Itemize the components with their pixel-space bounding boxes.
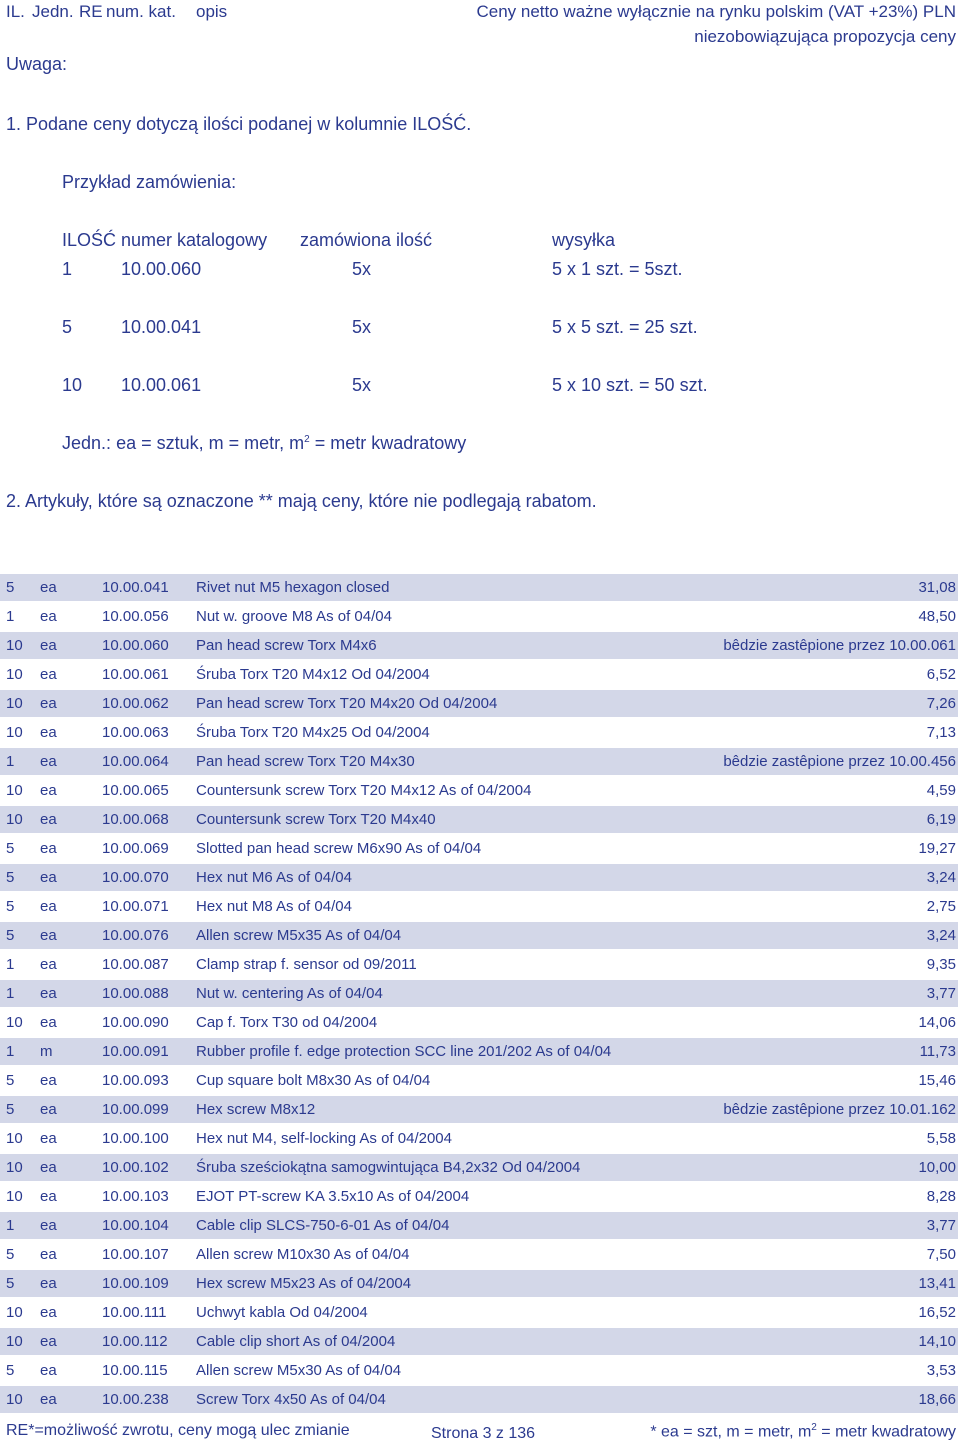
row-unit: ea [40, 666, 57, 683]
row-quantity: 10 [6, 1130, 23, 1147]
row-unit: ea [40, 1333, 57, 1350]
row-catalog-number: 10.00.070 [102, 869, 169, 886]
row-unit: ea [40, 1217, 57, 1234]
row-catalog-number: 10.00.091 [102, 1043, 169, 1060]
row-quantity: 5 [6, 1246, 15, 1263]
row-unit: ea [40, 579, 57, 596]
row-description: Pan head screw Torx M4x6 [196, 637, 377, 654]
row-description: Nut w. centering As of 04/04 [196, 985, 383, 1002]
row-price: 8,28 [926, 1188, 956, 1205]
example-row-qty: 1 [62, 259, 73, 279]
row-catalog-number: 10.00.090 [102, 1014, 169, 1031]
table-row [0, 806, 958, 833]
example-header-qty: ILOŚĆ [62, 230, 117, 250]
row-description: Hex nut M8 As of 04/04 [196, 898, 352, 915]
row-quantity: 5 [6, 898, 15, 915]
row-catalog-number: 10.00.063 [102, 724, 169, 741]
row-description: Cable clip SLCS-750-6-01 As of 04/04 [196, 1217, 450, 1234]
row-quantity: 10 [6, 1159, 23, 1176]
row-catalog-number: 10.00.041 [102, 579, 169, 596]
row-price: 2,75 [926, 898, 956, 915]
row-catalog-number: 10.00.088 [102, 985, 169, 1002]
table-row [0, 1096, 958, 1123]
row-price: 16,52 [918, 1304, 956, 1321]
row-price: 15,46 [918, 1072, 956, 1089]
row-catalog-number: 10.00.061 [102, 666, 169, 683]
table-row [0, 574, 958, 601]
row-unit: ea [40, 608, 57, 625]
row-price: 3,24 [926, 927, 956, 944]
row-description: Hex nut M4, self-locking As of 04/2004 [196, 1130, 452, 1147]
row-unit: ea [40, 811, 57, 828]
row-description: Allen screw M5x30 As of 04/04 [196, 1362, 402, 1379]
row-description: Countersunk screw Torx T20 M4x40 [196, 811, 436, 828]
example-row-qty: 10 [62, 375, 83, 395]
row-quantity: 10 [6, 666, 23, 683]
header-catalog-number: num. kat. [106, 2, 176, 21]
footer-units-legend [650, 1422, 956, 1441]
row-price: 13,41 [918, 1275, 956, 1292]
row-price: 3,77 [926, 985, 956, 1002]
row-catalog-number: 10.00.111 [102, 1304, 167, 1321]
table-row [0, 1183, 958, 1210]
row-quantity: 5 [6, 1101, 15, 1118]
row-quantity: 10 [6, 724, 23, 741]
row-unit: ea [40, 1014, 57, 1031]
row-price: 9,35 [926, 956, 956, 973]
row-price: 11,73 [919, 1043, 956, 1060]
header-re: RE [79, 2, 103, 21]
footer-left-note: RE*=możliwość zwrotu, ceny mogą ulec zmianie [6, 1422, 350, 1439]
example-row-catalog: 10.00.041 [121, 317, 202, 337]
row-catalog-number: 10.00.087 [102, 956, 169, 973]
row-catalog-number: 10.00.093 [102, 1072, 169, 1089]
row-unit: ea [40, 1275, 57, 1292]
row-catalog-number: 10.00.112 [102, 1333, 168, 1350]
row-description: Countersunk screw Torx T20 M4x12 As of 04/2004 [196, 782, 532, 799]
row-price: 7,26 [926, 695, 956, 712]
row-catalog-number: 10.00.099 [102, 1101, 169, 1118]
row-unit: ea [40, 1391, 57, 1408]
row-description: Slotted pan head screw M6x90 As of 04/04 [196, 840, 482, 857]
row-price: 14,10 [918, 1333, 956, 1350]
table-row [0, 1386, 958, 1413]
table-row [0, 603, 958, 630]
example-row-ordered: 5x [352, 375, 372, 395]
row-price: bêdzie zastêpione przez 10.01.162 [723, 1101, 956, 1118]
row-catalog-number: 10.00.238 [102, 1391, 169, 1408]
example-row-qty: 5 [62, 317, 73, 337]
row-unit: ea [40, 1101, 57, 1118]
row-unit: ea [40, 898, 57, 915]
row-description: Śruba Torx T20 M4x12 Od 04/2004 [196, 666, 430, 683]
example-row-catalog: 10.00.061 [121, 375, 202, 395]
table-row [0, 864, 958, 891]
table-row [0, 1241, 958, 1268]
table-row [0, 661, 958, 688]
row-price: 3,53 [926, 1362, 956, 1379]
row-description: Clamp strap f. sensor od 09/2011 [196, 956, 417, 973]
row-catalog-number: 10.00.100 [102, 1130, 169, 1147]
row-price: 10,00 [918, 1159, 956, 1176]
example-row-catalog: 10.00.060 [121, 259, 202, 279]
units-legend-label: Jedn.: [62, 433, 112, 453]
table-row [0, 922, 958, 949]
note-point-2: 2. Artykuły, które są oznaczone ** mają ceny, które nie podlegają rabatom. [6, 491, 597, 511]
table-row [0, 1299, 958, 1326]
row-catalog-number: 10.00.104 [102, 1217, 169, 1234]
table-row [0, 980, 958, 1007]
row-quantity: 5 [6, 579, 15, 596]
row-price: 14,06 [918, 1014, 956, 1031]
row-description: Allen screw M5x35 As of 04/04 [196, 927, 402, 944]
table-row [0, 1125, 958, 1152]
row-quantity: 10 [6, 637, 23, 654]
row-description: Nut w. groove M8 As of 04/04 [196, 608, 392, 625]
units-legend-text: ea = sztuk, m = metr, m [116, 433, 305, 453]
row-unit: ea [40, 985, 57, 1002]
table-row [0, 690, 958, 717]
row-catalog-number: 10.00.107 [102, 1246, 169, 1263]
row-description: Rivet nut M5 hexagon closed [196, 579, 390, 596]
row-price: 4,59 [926, 782, 956, 799]
header-il: IL. [6, 2, 25, 21]
row-catalog-number: 10.00.069 [102, 840, 169, 857]
table-row [0, 893, 958, 920]
row-quantity: 10 [6, 1304, 23, 1321]
row-unit: ea [40, 1246, 57, 1263]
row-catalog-number: 10.00.076 [102, 927, 169, 944]
row-price: bêdzie zastêpione przez 10.00.061 [723, 637, 956, 654]
row-price: 31,08 [918, 579, 956, 596]
example-header-catalog: numer katalogowy [121, 230, 268, 250]
row-price: 7,13 [926, 724, 956, 741]
example-row-ordered: 5x [352, 317, 372, 337]
row-catalog-number: 10.00.102 [102, 1159, 169, 1176]
example-row-shipping: 5 x 1 szt. = 5szt. [552, 259, 683, 279]
footer-units-text: * ea = szt, m = metr, m [650, 1423, 812, 1441]
table-row [0, 1328, 958, 1355]
row-unit: m [40, 1043, 53, 1060]
row-unit: ea [40, 1188, 57, 1205]
row-unit: ea [40, 1159, 57, 1176]
row-description: Hex screw M5x23 As of 04/2004 [196, 1275, 412, 1292]
table-row [0, 1357, 958, 1384]
table-row [0, 1067, 958, 1094]
table-row [0, 1038, 958, 1065]
row-price: 48,50 [918, 608, 956, 625]
row-unit: ea [40, 753, 57, 770]
row-unit: ea [40, 1362, 57, 1379]
example-row-shipping: 5 x 5 szt. = 25 szt. [552, 317, 698, 337]
row-price: bêdzie zastêpione przez 10.00.456 [723, 753, 956, 770]
example-row-ordered: 5x [352, 259, 372, 279]
row-catalog-number: 10.00.103 [102, 1188, 169, 1205]
example-header-shipping: wysyłka [552, 230, 616, 250]
row-quantity: 10 [6, 695, 23, 712]
row-description: Cap f. Torx T30 od 04/2004 [196, 1014, 378, 1031]
row-unit: ea [40, 1072, 57, 1089]
table-row [0, 1154, 958, 1181]
row-catalog-number: 10.00.060 [102, 637, 169, 654]
header-description: opis [196, 2, 228, 21]
row-quantity: 5 [6, 840, 15, 857]
row-quantity: 10 [6, 1391, 23, 1408]
row-quantity: 5 [6, 1362, 15, 1379]
footer-units-sup: 2 [811, 1422, 817, 1433]
row-description: Pan head screw Torx T20 M4x20 Od 04/2004 [196, 695, 498, 712]
table-row [0, 951, 958, 978]
table-row [0, 1212, 958, 1239]
row-quantity: 1 [6, 1043, 15, 1060]
row-quantity: 10 [6, 1333, 23, 1350]
row-quantity: 10 [6, 1014, 23, 1031]
row-description: EJOT PT-screw KA 3.5x10 As of 04/2004 [196, 1188, 470, 1205]
row-unit: ea [40, 1130, 57, 1147]
units-legend-text-end: = metr kwadratowy [309, 433, 467, 453]
row-unit: ea [40, 695, 57, 712]
row-quantity: 1 [6, 1217, 15, 1234]
row-description: Śruba Torx T20 M4x25 Od 04/2004 [196, 724, 430, 741]
units-legend-sup: 2 [304, 434, 310, 445]
footer-units-text-end: = metr kwadratowy [816, 1423, 956, 1441]
row-unit: ea [40, 782, 57, 799]
row-quantity: 5 [6, 869, 15, 886]
row-quantity: 5 [6, 1275, 15, 1292]
row-unit: ea [40, 869, 57, 886]
row-description: Uchwyt kabla Od 04/2004 [196, 1304, 368, 1321]
example-header-ordered: zamówiona ilość [300, 230, 433, 250]
note-warning-label: Uwaga: [6, 54, 68, 74]
table-row [0, 719, 958, 746]
row-quantity: 1 [6, 956, 15, 973]
table-row [0, 777, 958, 804]
row-description: Cup square bolt M8x30 As of 04/04 [196, 1072, 431, 1089]
row-description: Pan head screw Torx T20 M4x30 [196, 753, 415, 770]
row-unit: ea [40, 724, 57, 741]
row-catalog-number: 10.00.062 [102, 695, 169, 712]
row-unit: ea [40, 956, 57, 973]
table-row [0, 748, 958, 775]
example-title: Przykład zamówienia: [62, 172, 237, 192]
row-catalog-number: 10.00.115 [102, 1362, 168, 1379]
row-price: 7,50 [926, 1246, 956, 1263]
row-description: Śruba sześciokątna samogwintująca B4,2x32 Od 04/2004 [196, 1159, 581, 1176]
row-description: Hex nut M6 As of 04/04 [196, 869, 352, 886]
row-description: Hex screw M8x12 [196, 1101, 316, 1118]
table-row [0, 835, 958, 862]
row-quantity: 10 [6, 782, 23, 799]
row-catalog-number: 10.00.065 [102, 782, 169, 799]
row-catalog-number: 10.00.068 [102, 811, 169, 828]
row-quantity: 1 [6, 753, 15, 770]
row-unit: ea [40, 637, 57, 654]
row-quantity: 5 [6, 927, 15, 944]
row-quantity: 1 [6, 608, 15, 625]
row-description: Screw Torx 4x50 As of 04/04 [196, 1391, 386, 1408]
row-price: 3,24 [926, 869, 956, 886]
row-unit: ea [40, 1304, 57, 1321]
row-catalog-number: 10.00.071 [102, 898, 169, 915]
row-price: 18,66 [918, 1391, 956, 1408]
row-catalog-number: 10.00.064 [102, 753, 169, 770]
units-legend [62, 433, 466, 454]
header-jedn: Jedn. [32, 2, 74, 21]
row-description: Cable clip short As of 04/2004 [196, 1333, 396, 1350]
row-price: 5,58 [926, 1130, 956, 1147]
row-quantity: 10 [6, 1188, 23, 1205]
row-price: 6,19 [926, 811, 956, 828]
table-row [0, 1009, 958, 1036]
row-catalog-number: 10.00.056 [102, 608, 169, 625]
note-point-1: 1. Podane ceny dotyczą ilości podanej w kolumnie ILOŚĆ. [6, 114, 472, 134]
row-unit: ea [40, 840, 57, 857]
table-row [0, 1270, 958, 1297]
example-row-shipping: 5 x 10 szt. = 50 szt. [552, 375, 708, 395]
row-price: 19,27 [918, 840, 956, 857]
row-price: 6,52 [926, 666, 956, 683]
page-number: Strona 3 z 136 [431, 1425, 536, 1442]
row-price: 3,77 [926, 1217, 956, 1234]
row-quantity: 10 [6, 811, 23, 828]
header-prices-note: Ceny netto ważne wyłącznie na rynku polskim (VAT +23%) PLN [476, 2, 956, 21]
row-description: Rubber profile f. edge protection SCC line 201/202 As of 04/04 [196, 1043, 612, 1060]
table-row [0, 632, 958, 659]
header-nonbinding-note: niezobowiązująca propozycja ceny [694, 27, 956, 46]
row-quantity: 5 [6, 1072, 15, 1089]
row-unit: ea [40, 927, 57, 944]
row-description: Allen screw M10x30 As of 04/04 [196, 1246, 410, 1263]
row-quantity: 1 [6, 985, 15, 1002]
row-catalog-number: 10.00.109 [102, 1275, 169, 1292]
